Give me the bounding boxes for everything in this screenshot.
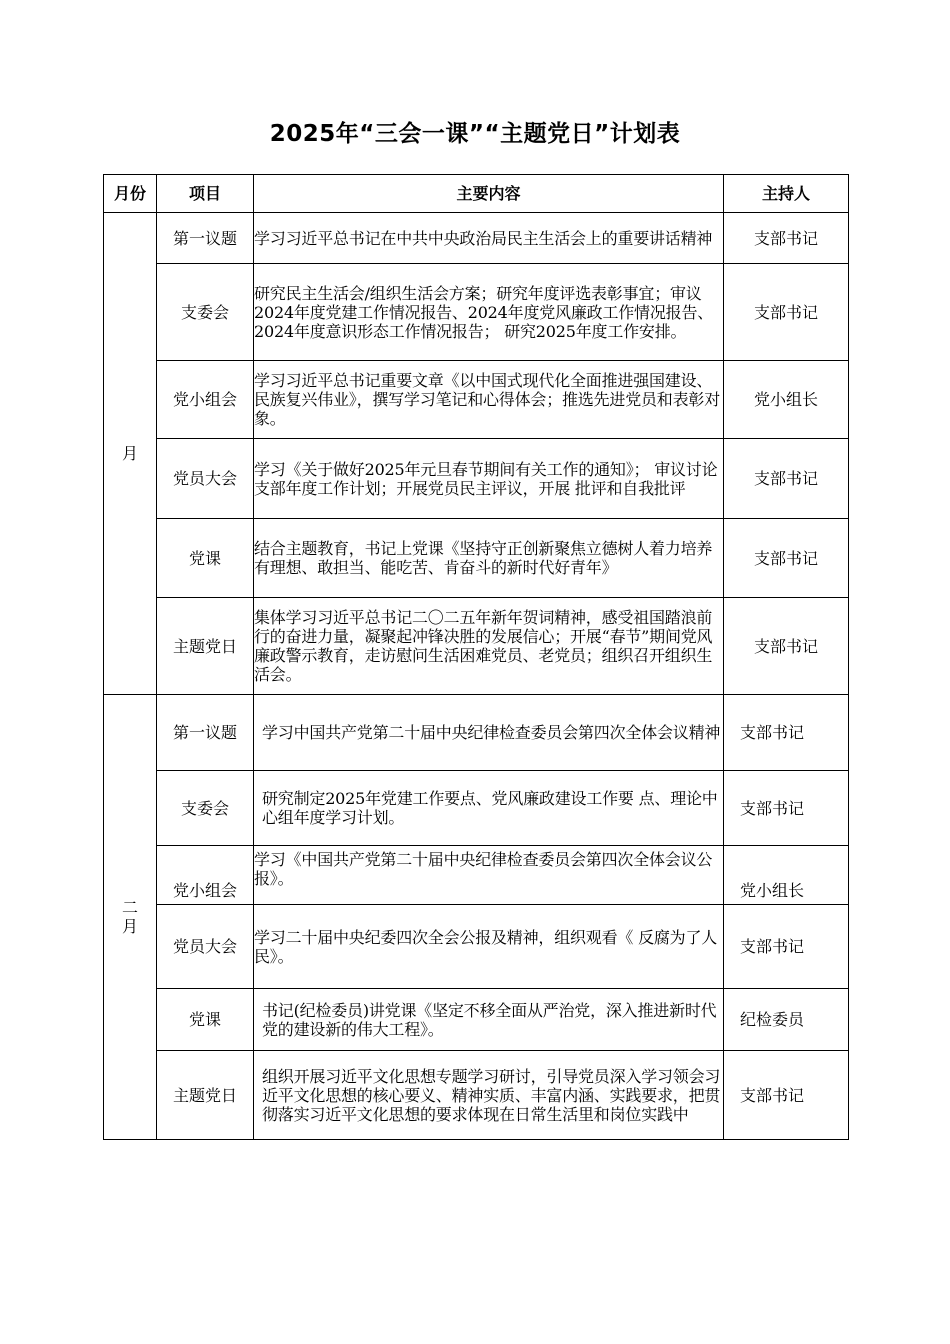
month-label: 月 <box>121 444 138 463</box>
month-cell-february <box>104 695 157 1140</box>
host-cell: 支部书记 <box>724 519 849 598</box>
month-label-line2: 月 <box>121 917 138 936</box>
content-cell: 组织开展习近平文化思想专题学习研讨，引导党员深入学习领会习近平文化思想的核心要义、精神实质、丰富内涵、实践要求，把贯彻落实习近平文化思想的要求体现在日常生活里和岗位实践中 <box>254 1051 724 1140</box>
table-row <box>104 361 849 439</box>
header-host: 主持人 <box>724 175 849 213</box>
content-cell: 书记(纪检委员)讲党课《坚定不移全面从严治党，深入推进新时代党的建设新的伟大工程》。 <box>254 989 724 1051</box>
content-cell: 结合主题教育，书记上党课《坚持守正创新聚焦立德树人着力培养有理想、敢担当、能吃苦、肯奋斗的新时代好青年》 <box>254 519 724 598</box>
host-cell: 支部书记 <box>724 905 849 989</box>
item-cell: 第一议题 <box>157 213 254 264</box>
table-row <box>104 771 849 846</box>
item-cell: 主题党日 <box>157 598 254 695</box>
table-row <box>104 695 849 771</box>
month-cell-january <box>104 213 157 695</box>
item-cell: 支委会 <box>157 264 254 361</box>
content-cell: 学习中国共产党第二十届中央纪律检查委员会第四次全体会议精神 <box>254 695 724 771</box>
header-month: 月份 <box>104 175 157 213</box>
host-cell: 支部书记 <box>724 213 849 264</box>
table-row <box>104 519 849 598</box>
table-row <box>104 439 849 519</box>
item-cell: 党小组会 <box>157 361 254 439</box>
host-cell: 党小组长 <box>724 361 849 439</box>
host-cell: 支部书记 <box>724 771 849 846</box>
item-cell: 主题党日 <box>157 1051 254 1140</box>
item-cell: 党员大会 <box>157 439 254 519</box>
table-row <box>104 1051 849 1140</box>
content-cell: 学习习近平总书记在中共中央政治局民主生活会上的重要讲话精神 <box>254 213 724 264</box>
content-cell: 研究制定2025年党建工作要点、党风廉政建设工作要 点、理论中心组年度学习计划。 <box>254 771 724 846</box>
host-cell: 支部书记 <box>724 439 849 519</box>
item-cell: 党小组会 <box>157 846 254 905</box>
item-cell: 支委会 <box>157 771 254 846</box>
content-cell: 研究民主生活会/组织生活会方案；研究年度评选表彰事宜；审议2024年度党建工作情况报告、2024年度党风廉政工作情况报告、2024年度意识形态工作情况报告； 研究2025年度工作安排。 <box>254 264 724 361</box>
table-header-row <box>104 175 849 213</box>
content-cell: 学习习近平总书记重要文章《以中国式现代化全面推进强国建设、民族复兴伟业》，撰写学习笔记和心得体会；推选先进党员和表彰对象。 <box>254 361 724 439</box>
table-row <box>104 598 849 695</box>
item-cell: 党课 <box>157 989 254 1051</box>
item-cell: 第一议题 <box>157 695 254 771</box>
plan-table <box>103 174 849 1140</box>
table-row <box>104 989 849 1051</box>
host-cell: 党小组长 <box>724 846 849 905</box>
header-item: 项目 <box>157 175 254 213</box>
host-cell: 支部书记 <box>724 264 849 361</box>
table-row <box>104 846 849 905</box>
page-title: 2025年“三会一课”“主题党日”计划表 <box>269 121 681 147</box>
content-cell: 学习《中国共产党第二十届中央纪律检查委员会第四次全体会议公报》。 <box>254 846 724 905</box>
content-cell: 学习《关于做好2025年元旦春节期间有关工作的通知》； 审议讨论支部年度工作计划；开展党员民主评议，开展 批评和自我批评 <box>254 439 724 519</box>
host-cell: 支部书记 <box>724 1051 849 1140</box>
month-label-line1: 二 <box>121 898 138 917</box>
host-cell: 支部书记 <box>724 695 849 771</box>
table-row <box>104 905 849 989</box>
host-cell: 纪检委员 <box>724 989 849 1051</box>
item-cell: 党课 <box>157 519 254 598</box>
content-cell: 学习二十届中央纪委四次全会公报及精神，组织观看《 反腐为了人民》。 <box>254 905 724 989</box>
header-content: 主要内容 <box>254 175 724 213</box>
content-cell: 集体学习习近平总书记二〇二五年新年贺词精神，感受祖国踏浪前行的奋进力量，凝聚起冲锋决胜的发展信心；开展“春节”期间党风廉政警示教育，走访慰问生活困难党员、老党员；组织召开组织生活会。 <box>254 598 724 695</box>
host-cell: 支部书记 <box>724 598 849 695</box>
table-row <box>104 213 849 264</box>
table-row <box>104 264 849 361</box>
item-cell: 党员大会 <box>157 905 254 989</box>
